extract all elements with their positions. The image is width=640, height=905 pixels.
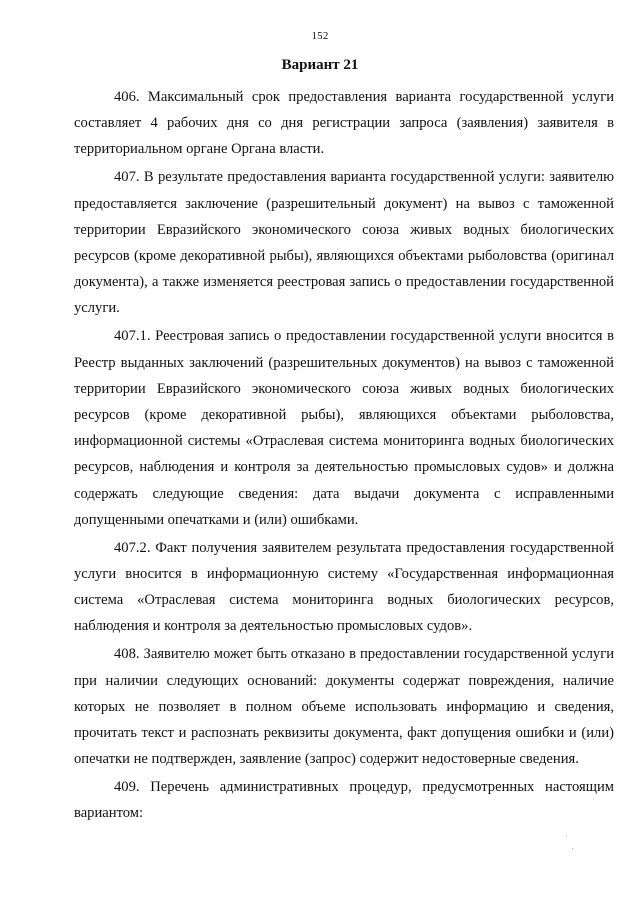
- section-heading: Вариант 21: [281, 57, 359, 73]
- scan-speck: [572, 848, 573, 849]
- paragraph-409: 409. Перечень административных процедур, предусмотренных настоящим вариантом:: [74, 779, 614, 822]
- document-body: [74, 84, 614, 828]
- paragraph-407: 407. В результате предоставления варианта государственной услуги: заявителю предоставляется заключение (разрешительный документ) на вывоз с таможенной территории Евразийского экономического союза живых водных биологических ресурсов (кроме декоративной рыбы), являющихся объектами рыболовства (оригинал документа), а также изменяется реестровая запись о предоставлении государственной услуги.: [74, 169, 614, 317]
- scan-speck: [566, 836, 567, 837]
- paragraph-407-2: 407.2. Факт получения заявителем результата предоставления государственной услуги вносится в информационную систему «Государственная информационная система «Отраслевая система мониторинга водных биологических ресурсов, наблюдения и контроля за деятельностью промысловых судов».: [74, 539, 614, 635]
- page-number: 152: [311, 30, 329, 42]
- paragraph-406: 406. Максимальный срок предоставления варианта государственной услуги составляет 4 рабочих дня со дня регистрации запроса (заявления) заявителя в территориальном органе Органа власти.: [74, 89, 614, 158]
- paragraph-407-1: 407.1. Реестровая запись о предоставлении государственной услуги вносится в Реестр выданных заключений (разрешительных документов) на вывоз с таможенной территории Евразийского экономического союза живых водных биологических ресурсов (кроме декоративной рыбы), являющихся объектами рыболовства, информационной системы «Отраслевая система мониторинга водных биологических ресурсов, наблюдения и контроля за деятельностью промысловых судов» и должна содержать следующие сведения: дата выдачи документа с исправленными допущенными опечатками и (или) ошибками.: [74, 328, 614, 528]
- paragraph-408: 408. Заявителю может быть отказано в предоставлении государственной услуги при наличии следующих оснований: документы содержат повреждения, наличие которых не позволяет в полном объеме использовать информацию и сведения, прочитать текст и распознать реквизиты документа, факт допущения ошибки и (или) опечатки не подтвержден, заявление (запрос) содержит недостоверные сведения.: [74, 646, 614, 768]
